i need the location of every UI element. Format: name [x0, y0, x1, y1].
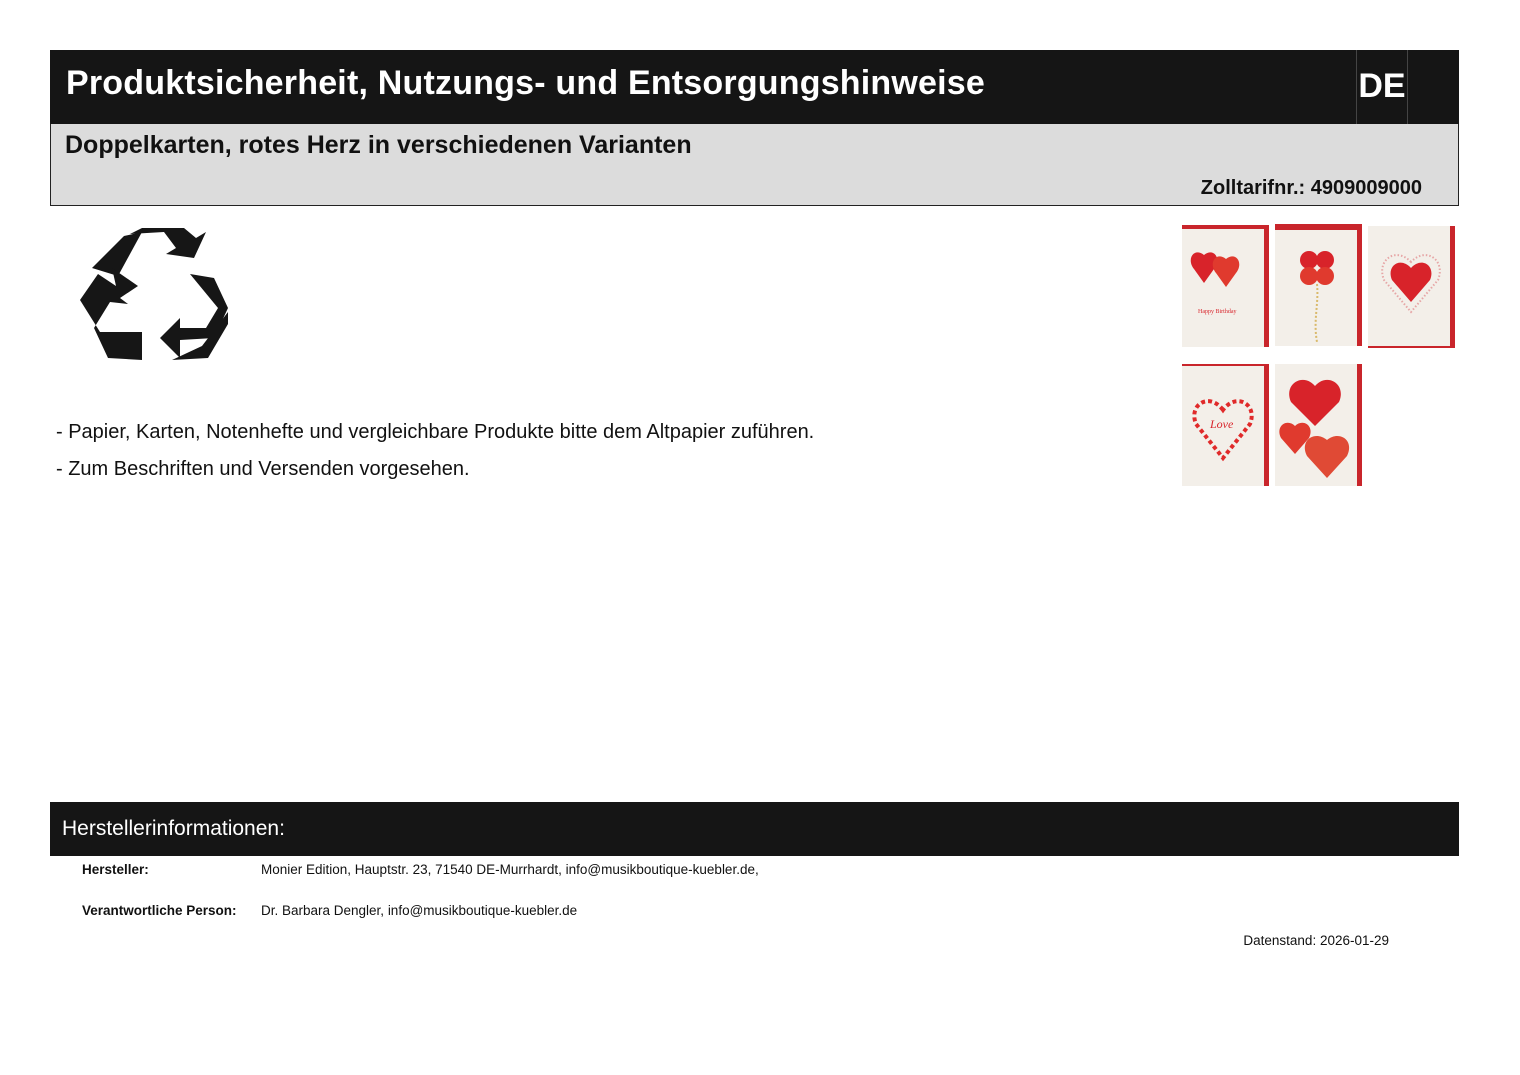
page-title: Produktsicherheit, Nutzungs- und Entsorgungshinweise: [66, 64, 986, 102]
manufacturer-section-title: Herstellerinformationen:: [62, 817, 285, 840]
product-images: [1180, 224, 1460, 488]
manufacturer-section-header: [50, 802, 1459, 856]
responsible-person-label: Verantwortliche Person:: [82, 903, 237, 918]
product-name: Doppelkarten, rotes Herz in verschiedenen Varianten: [65, 131, 692, 159]
language-badge: DE: [1356, 50, 1408, 124]
card-two-hearts: [1182, 225, 1269, 347]
usage-instructions: [56, 414, 814, 488]
responsible-person-value: Dr. Barbara Dengler, info@musikboutique-kuebler.de: [261, 903, 578, 918]
card-caption: Love: [1210, 417, 1234, 431]
card-love-heart: [1182, 364, 1269, 486]
card-heart-flower: [1275, 224, 1362, 346]
page-header: [50, 50, 1459, 124]
tariff-number: Zolltarifnr.: 4909009000: [1200, 177, 1422, 199]
recycle-icon: [72, 228, 232, 376]
producer-value: Monier Edition, Hauptstr. 23, 71540 DE-Murrhardt, info@musikboutique-kuebler.de,: [261, 862, 759, 877]
card-three-hearts: [1275, 364, 1362, 486]
instruction-item: - Zum Beschriften und Versenden vorgesehen.: [56, 458, 470, 480]
instruction-item: - Papier, Karten, Notenhefte und vergleichbare Produkte bitte dem Altpapier zuführen.: [56, 421, 815, 443]
producer-label: Hersteller:: [82, 862, 149, 877]
product-bar: [50, 124, 1459, 206]
card-caption: Happy Birthday: [1198, 309, 1237, 315]
data-date: Datenstand: 2026-01-29: [1243, 933, 1389, 948]
card-heart-outline: [1368, 226, 1455, 348]
